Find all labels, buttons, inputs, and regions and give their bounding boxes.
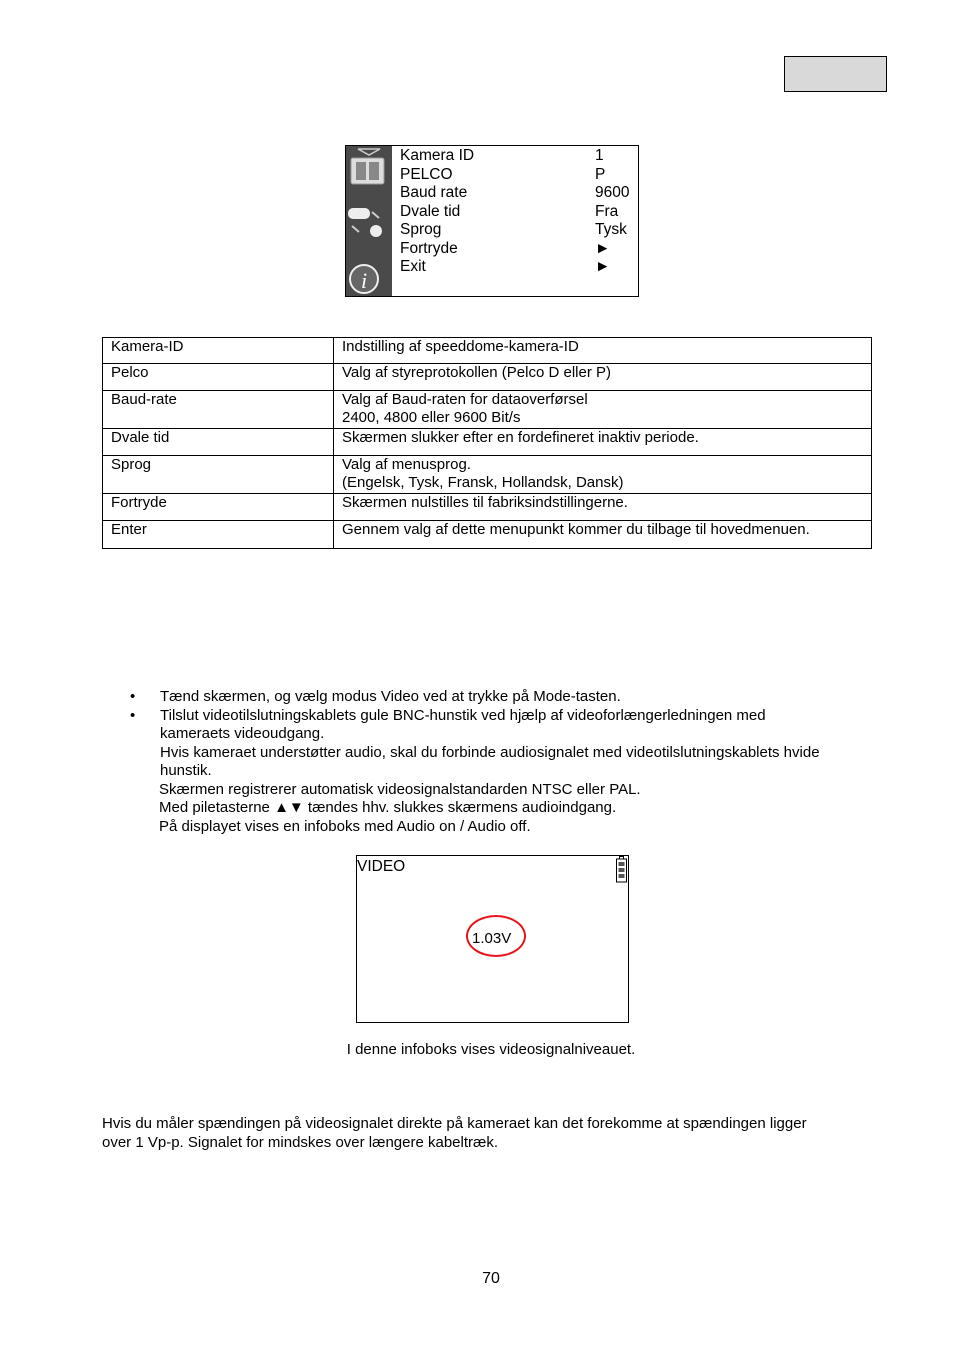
osd-icon-column: [346, 146, 392, 296]
table-row: [103, 521, 872, 549]
table-row: [103, 429, 872, 456]
signal-level-value: 1.03V: [472, 930, 512, 947]
osd-row-label: Sprog: [400, 221, 442, 238]
table-desc: [334, 521, 872, 549]
instruction-text: Med piletasterne ▲▼ tændes hhv. slukkes skærmens audioindgang.: [159, 799, 617, 816]
table-desc-line: Skærmen nulstilles til fabriksindstillingerne.: [342, 494, 628, 511]
table-desc-line: Valg af Baud-raten for dataoverførsel: [342, 391, 588, 408]
instruction-text: Tilslut videotilslutningskablets gule BNC-hunstik ved hjælp af videoforlængerledningen med: [160, 706, 766, 724]
list-item: [130, 707, 870, 781]
osd-row-baud-rate[interactable]: [400, 183, 636, 202]
osd-row-arrow: ►: [595, 258, 611, 275]
table-term: Fortryde: [103, 494, 334, 521]
table-desc: [334, 364, 872, 391]
table-desc-line: Indstilling af speeddome-kamera-ID: [342, 338, 579, 355]
osd-row-label: Kamera ID: [400, 147, 475, 164]
osd-row-label: Dvale tid: [400, 202, 461, 220]
instruction-text: kameraets videoudgang.: [160, 725, 325, 742]
table-term: Sprog: [103, 456, 334, 494]
table-term: Kamera-ID: [103, 338, 334, 364]
osd-row-value: 9600: [595, 184, 630, 201]
paragraph-line: over 1 Vp-p. Signalet for mindskes over længere kabeltræk.: [102, 1134, 499, 1151]
osd-row-sleep-time[interactable]: [400, 202, 636, 221]
osd-row-label: PELCO: [400, 165, 453, 183]
table-desc-line: (Engelsk, Tysk, Fransk, Hollandsk, Dansk): [342, 474, 624, 491]
settings-description-table: [102, 337, 872, 549]
table-row: [103, 494, 872, 521]
table-desc: [334, 338, 872, 364]
table-desc: [334, 494, 872, 521]
osd-row-reset[interactable]: [400, 239, 636, 258]
list-item: [130, 688, 870, 707]
monitor-icon: [351, 149, 384, 184]
osd-row-label: Baud rate: [400, 184, 468, 201]
osd-row-value: P: [595, 165, 606, 183]
video-screen-display: [356, 855, 629, 1023]
table-desc-line: Valg af menusprog.: [342, 456, 471, 473]
table-row: [103, 456, 872, 494]
osd-row-label: Fortryde: [400, 239, 458, 257]
bullet-icon: •: [130, 706, 136, 724]
table-term: Baud-rate: [103, 391, 334, 429]
info-icon: [350, 265, 378, 293]
table-term: Pelco: [103, 364, 334, 391]
osd-row-pelco[interactable]: [400, 165, 636, 184]
table-desc-line: 2400, 4800 eller 9600 Bit/s: [342, 409, 521, 426]
osd-row-arrow: ►: [595, 239, 611, 257]
body-paragraph: [102, 1114, 882, 1152]
language-tab-box: [784, 56, 887, 92]
instruction-list: [130, 688, 870, 836]
osd-row-value: 1: [595, 147, 604, 164]
instruction-text: hunstik.: [160, 762, 212, 779]
settings-toggle-icon: [348, 208, 382, 237]
osd-settings-menu: [345, 145, 639, 297]
page-number: 70: [482, 1270, 500, 1287]
paragraph-line: Hvis du måler spændingen på videosignalet direkte på kameraet kan det forekomme at spændingen ligger: [102, 1115, 807, 1132]
table-row: [103, 391, 872, 429]
instruction-text: Hvis kameraet understøtter audio, skal du forbinde audiosignalet med videotilslutningskablets hvide: [160, 743, 820, 761]
instruction-text: Tænd skærmen, og vælg modus Video ved at trykke på Mode-tasten.: [160, 688, 621, 705]
table-row: [103, 338, 872, 364]
table-desc-line: Valg af styreprotokollen (Pelco D eller P): [342, 364, 612, 381]
table-desc: [334, 429, 872, 456]
osd-row-camera-id[interactable]: [400, 146, 636, 165]
table-desc: [334, 456, 872, 494]
osd-row-value: Tysk: [595, 221, 627, 238]
svg-text:i: i: [360, 268, 368, 293]
figure-caption: I denne infoboks vises videosignalniveauet.: [346, 1041, 636, 1058]
table-desc-line: Skærmen slukker efter en fordefineret inaktiv periode.: [342, 429, 699, 446]
table-row: [103, 364, 872, 391]
table-term: Enter: [103, 521, 334, 549]
table-desc: [334, 391, 872, 429]
table-term: Dvale tid: [103, 429, 334, 456]
instruction-text: Skærmen registrerer automatisk videosignalstandarden NTSC eller PAL.: [159, 780, 641, 798]
osd-row-language[interactable]: [400, 220, 636, 239]
osd-row-exit[interactable]: [400, 257, 636, 276]
instruction-text: På displayet vises en infoboks med Audio on / Audio off.: [159, 817, 531, 835]
battery-icon: [616, 856, 627, 883]
osd-row-value: Fra: [595, 202, 619, 220]
bullet-icon: •: [130, 688, 136, 705]
osd-row-label: Exit: [400, 258, 426, 275]
mode-label: VIDEO: [357, 858, 406, 875]
table-desc-line: Gennem valg af dette menupunkt kommer du tilbage til hovedmenuen.: [342, 521, 810, 538]
